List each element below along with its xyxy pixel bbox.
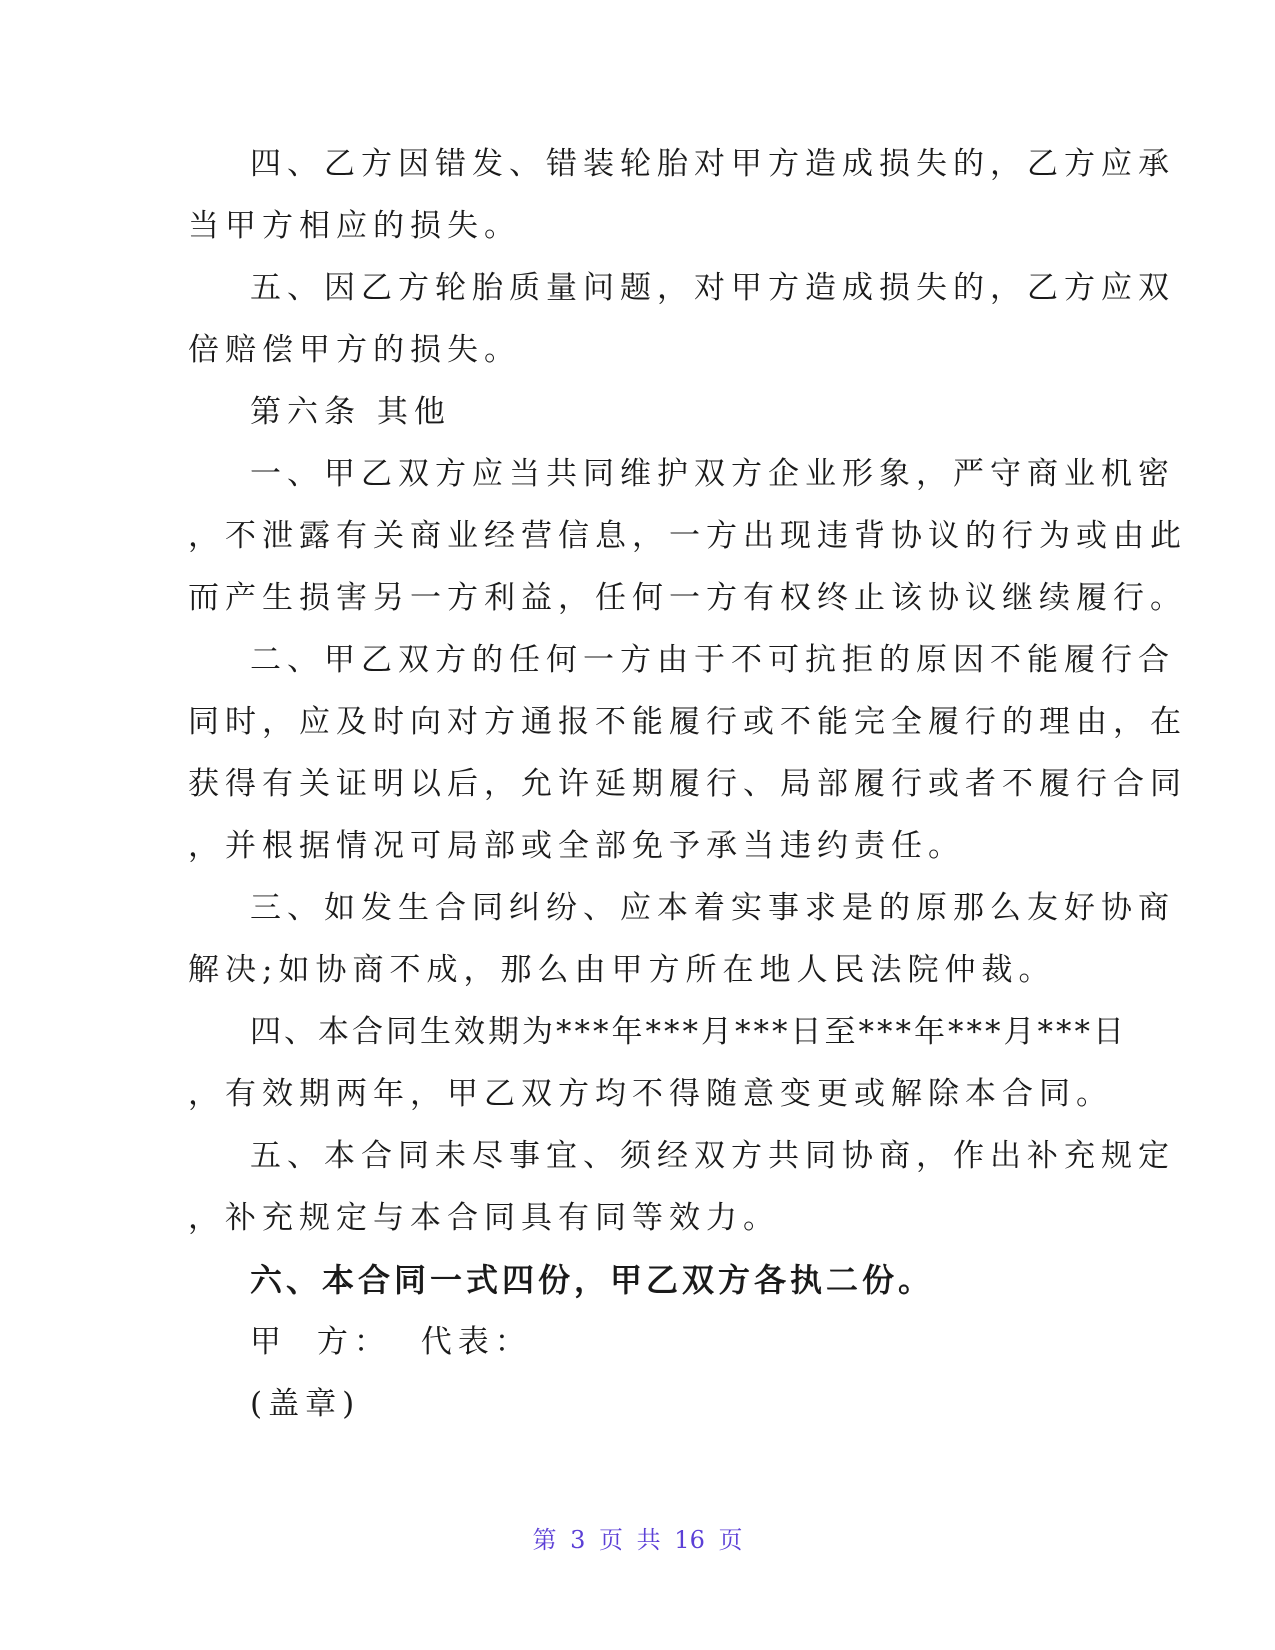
- text-line: 五、本合同未尽事宜、须经双方共同协商，作出补充规定: [250, 1138, 1175, 1174]
- text-line: 四、本合同生效期为***年***月***日至***年***月***日: [250, 1014, 1127, 1050]
- page-number-footer: 第 3 页 共 16 页: [532, 1526, 743, 1554]
- text-line: 四、乙方因错发、错装轮胎对甲方造成损失的，乙方应承: [250, 146, 1175, 182]
- text-line: 二、甲乙双方的任何一方由于不可抗拒的原因不能履行合: [250, 642, 1175, 678]
- bold-clause: 六、本合同一式四份，甲乙双方各执二份。: [250, 1261, 935, 1299]
- text-line: 而产生损害另一方利益，任何一方有权终止该协议继续履行。: [188, 580, 1187, 616]
- text-line: 三、如发生合同纠纷、应本着实事求是的原那么友好协商: [250, 890, 1175, 926]
- text-line: ，补充规定与本合同具有同等效力。: [188, 1200, 780, 1236]
- text-line: 一、甲乙双方应当共同维护双方企业形象，严守商业机密: [250, 456, 1175, 492]
- text-line: ，不泄露有关商业经营信息，一方出现违背协议的行为或由此: [188, 518, 1187, 554]
- text-line: 当甲方相应的损失。: [188, 208, 521, 244]
- party-a-representative: 甲 方： 代表：: [250, 1324, 532, 1360]
- text-line: 同时，应及时向对方通报不能履行或不能完全履行的理由，在: [188, 704, 1187, 740]
- text-line: 五、因乙方轮胎质量问题，对甲方造成损失的，乙方应双: [250, 270, 1175, 306]
- text-line: ，并根据情况可局部或全部免予承当违约责任。: [188, 828, 965, 864]
- text-line: 解决;如协商不成，那么由甲方所在地人民法院仲裁。: [188, 952, 1056, 988]
- text-line: 获得有关证明以后，允许延期履行、局部履行或者不履行合同: [188, 766, 1187, 802]
- text-line: ，有效期两年，甲乙双方均不得随意变更或解除本合同。: [188, 1076, 1113, 1112]
- text-line: 倍赔偿甲方的损失。: [188, 332, 521, 368]
- section-heading: 第六条 其他: [250, 394, 451, 430]
- seal-label: (盖章): [250, 1386, 361, 1422]
